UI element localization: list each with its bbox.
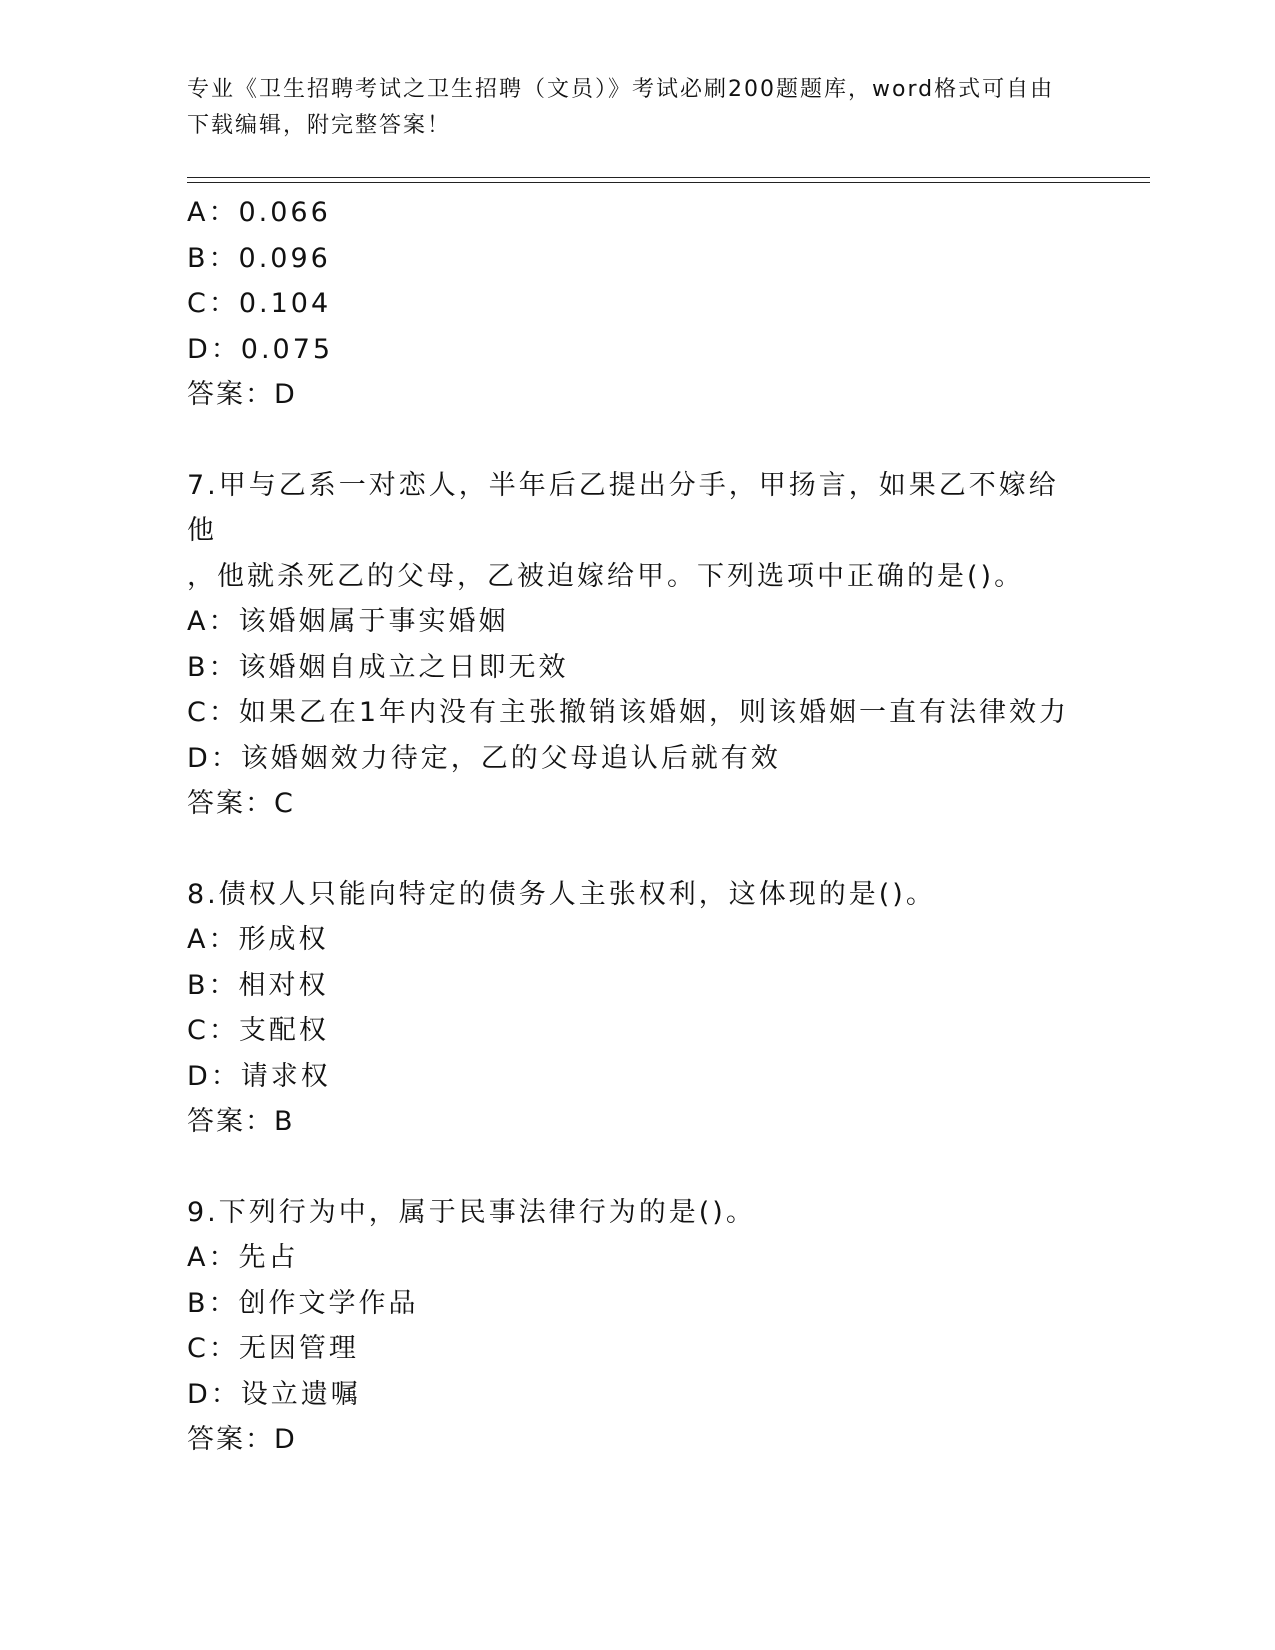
question-9-block <box>187 1190 1087 1463</box>
spacer <box>187 1145 1087 1190</box>
question-stem: 8.债权人只能向特定的债务人主张权利，这体现的是()。 <box>187 878 936 910</box>
question-stem: 9.下列行为中，属于民事法律行为的是()。 <box>187 1196 756 1228</box>
header-divider <box>187 177 1150 183</box>
spacer <box>187 418 1087 463</box>
option-c: C：支配权 <box>187 1015 329 1046</box>
answer-line: 答案：C <box>187 788 295 819</box>
option-b: B：创作文学作品 <box>187 1287 419 1319</box>
question-stem-continued: ，他就杀死乙的父母，乙被迫嫁给甲。下列选项中正确的是()。 <box>187 560 1025 592</box>
question-7-block <box>187 463 1087 827</box>
option-b: B：相对权 <box>187 969 329 1001</box>
spacer <box>187 827 1087 872</box>
option-c: C：无因管理 <box>187 1333 359 1364</box>
option-a: A：形成权 <box>187 924 329 955</box>
option-a: A：该婚姻属于事实婚姻 <box>187 606 509 637</box>
option-d: D：该婚姻效力待定，乙的父母追认后就有效 <box>187 742 781 774</box>
question-8-block <box>187 872 1087 1145</box>
option-d: D：0.075 <box>187 333 334 365</box>
answer-line: 答案：B <box>187 1106 295 1137</box>
previous-question-block <box>187 190 1087 418</box>
question-content <box>187 190 1087 1463</box>
option-a: A：先占 <box>187 1242 299 1273</box>
option-b: B：0.096 <box>187 242 331 274</box>
question-stem: 7.甲与乙系一对恋人，半年后乙提出分手，甲扬言，如果乙不嫁给他 <box>187 469 1059 546</box>
option-b: B：该婚姻自成立之日即无效 <box>187 651 569 683</box>
option-a: A：0.066 <box>187 197 331 228</box>
option-d: D：请求权 <box>187 1060 331 1092</box>
document-header: 专业《卫生招聘考试之卫生招聘（文员）》考试必刷200题题库，word格式可自由下载编辑，附完整答案！ <box>187 77 1055 138</box>
option-c: C：如果乙在1年内没有主张撤销该婚姻，则该婚姻一直有法律效力 <box>187 697 1070 728</box>
option-c: C：0.104 <box>187 288 332 319</box>
answer-line: 答案：D <box>187 379 297 410</box>
answer-line: 答案：D <box>187 1424 297 1455</box>
option-d: D：设立遗嘱 <box>187 1378 361 1410</box>
